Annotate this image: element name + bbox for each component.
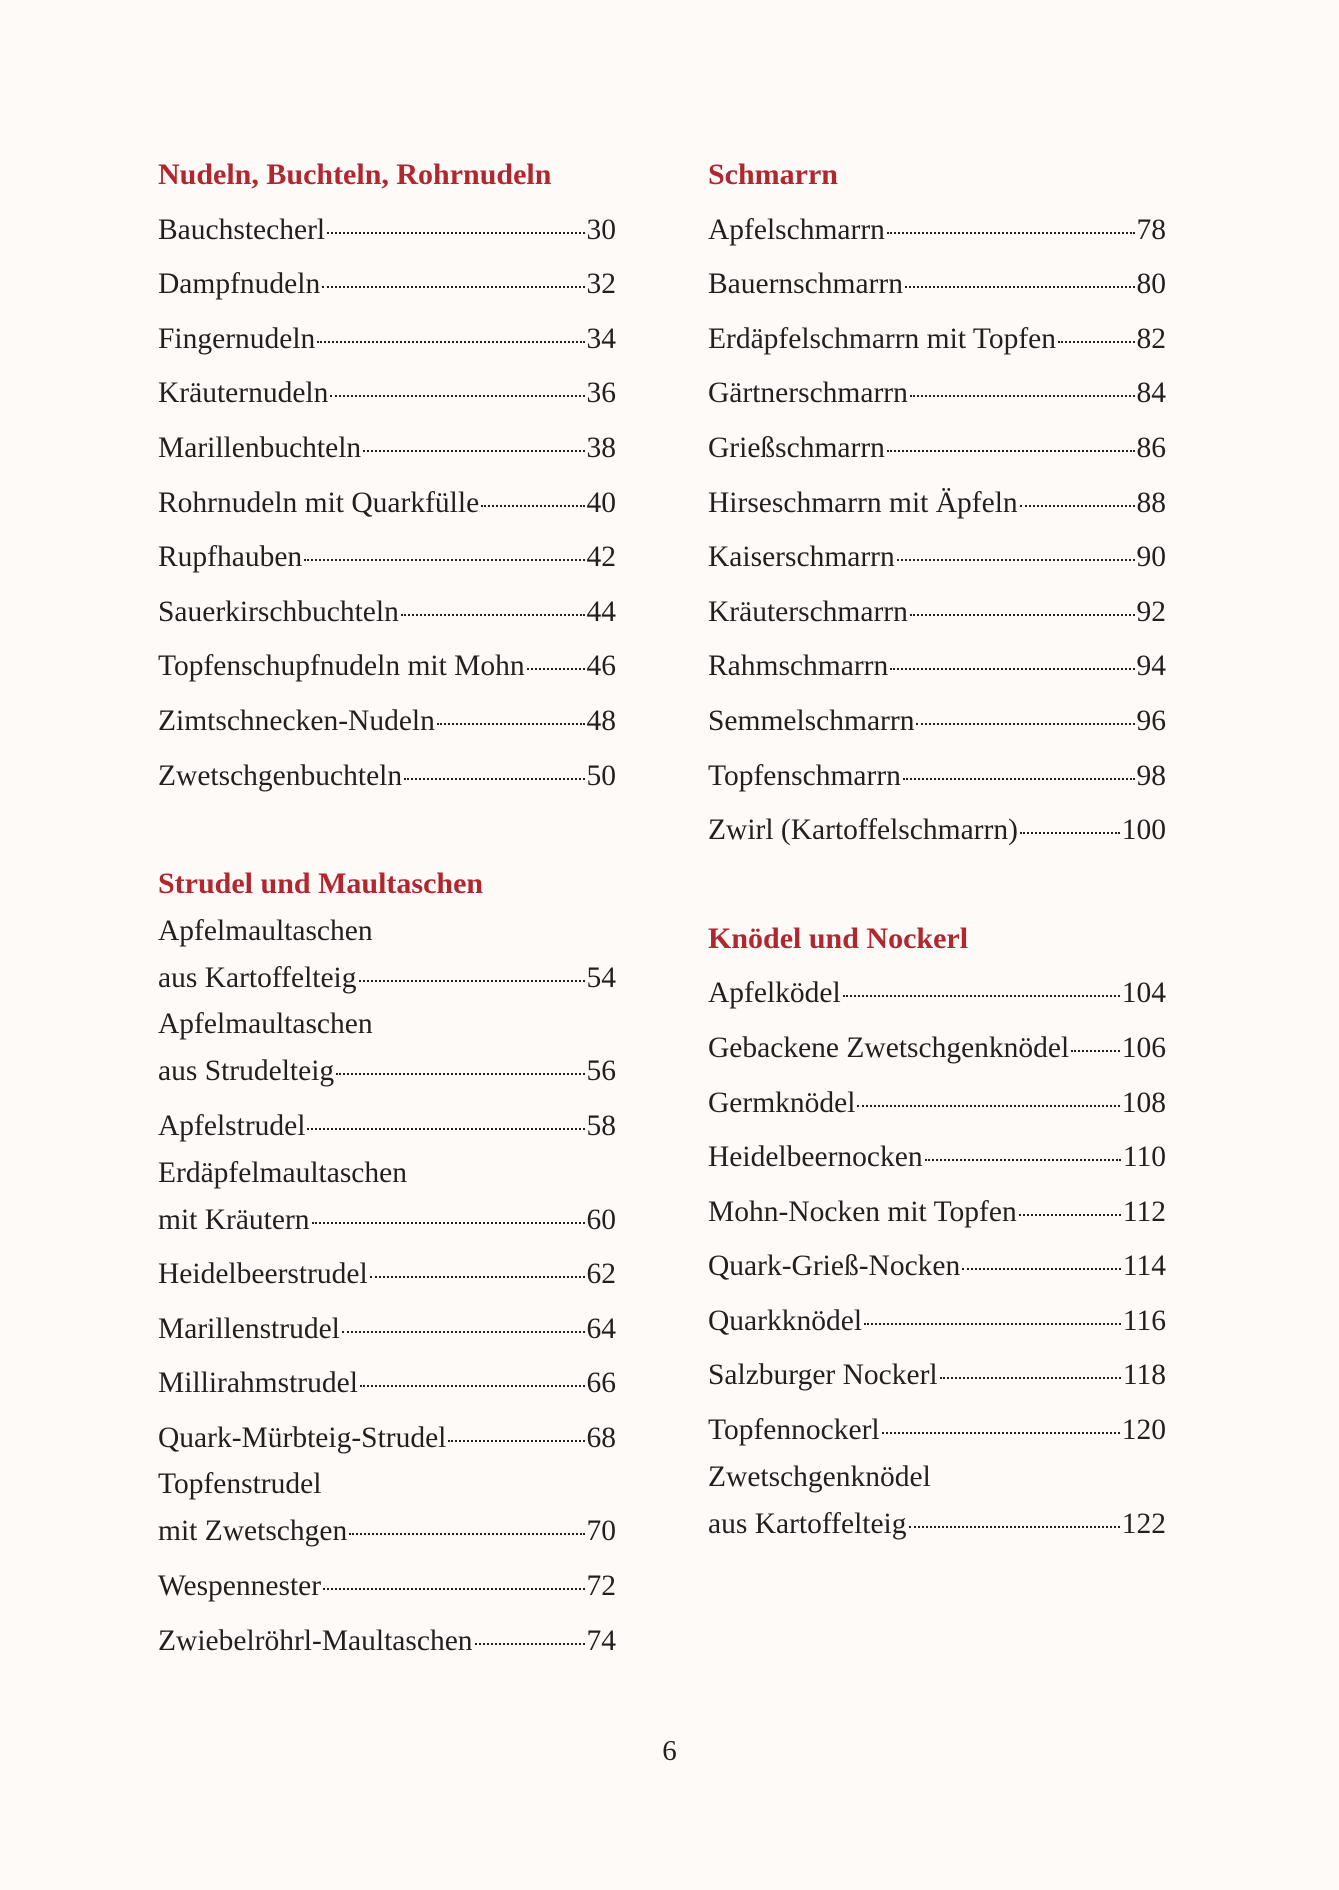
entry-row bbox=[708, 312, 1166, 367]
entry-title: aus Kartoffelteig bbox=[708, 1507, 907, 1540]
entry-title: mit Zwetschgen bbox=[158, 1515, 348, 1548]
entry-page: 64 bbox=[586, 1312, 616, 1345]
entry-title: Zwetschgenbuchteln bbox=[158, 759, 403, 792]
dot-leader bbox=[1020, 832, 1120, 834]
entry-row bbox=[158, 476, 616, 531]
entry-page: 72 bbox=[586, 1570, 616, 1603]
section-heading: Knödel und Nockerl bbox=[708, 921, 969, 955]
dot-leader bbox=[363, 450, 584, 452]
entry-row bbox=[708, 1497, 1166, 1552]
entry-row bbox=[708, 639, 1166, 694]
toc-entry[interactable] bbox=[158, 1005, 616, 1099]
entry-row bbox=[158, 749, 616, 804]
toc-entry[interactable] bbox=[158, 1247, 616, 1302]
toc-section bbox=[158, 148, 616, 803]
entry-page: 122 bbox=[1121, 1507, 1166, 1540]
entry-page: 62 bbox=[586, 1258, 616, 1291]
toc-entry[interactable] bbox=[158, 1614, 616, 1669]
entry-page: 40 bbox=[586, 486, 616, 519]
entry-page: 54 bbox=[586, 961, 616, 994]
entry-title: Topfenschupfnudeln mit Mohn bbox=[158, 650, 525, 683]
toc-column-left bbox=[158, 148, 616, 1722]
toc-entry[interactable] bbox=[708, 530, 1166, 585]
entry-title: Bauchstecherl bbox=[158, 213, 326, 246]
dot-leader bbox=[887, 232, 1135, 234]
entry-title: Sauerkirschbuchteln bbox=[158, 595, 399, 628]
toc-entry[interactable] bbox=[158, 1411, 616, 1466]
entry-row bbox=[708, 421, 1166, 476]
entry-title: Rupfhauben bbox=[158, 541, 303, 574]
entry-title: aus Strudelteig bbox=[158, 1055, 335, 1088]
dot-leader bbox=[887, 450, 1135, 452]
dot-leader bbox=[370, 1276, 585, 1278]
entry-page: 90 bbox=[1136, 541, 1166, 574]
dot-leader bbox=[304, 559, 584, 561]
entry-title: Quark-Mürbteig-Strudel bbox=[158, 1421, 447, 1454]
entry-row bbox=[708, 476, 1166, 531]
entry-row bbox=[708, 1021, 1166, 1076]
entry-page: 80 bbox=[1136, 268, 1166, 301]
entry-title: Gebackene Zwetschgenknödel bbox=[708, 1031, 1070, 1064]
entry-row bbox=[158, 366, 616, 421]
entry-title: Grießschmarrn bbox=[708, 431, 885, 464]
entry-page: 86 bbox=[1136, 431, 1166, 464]
entry-page: 96 bbox=[1136, 704, 1166, 737]
entry-row bbox=[708, 1294, 1166, 1349]
dot-leader bbox=[882, 1432, 1120, 1434]
toc-section bbox=[708, 912, 1166, 1552]
entry-row bbox=[708, 585, 1166, 640]
entry-row bbox=[158, 1614, 616, 1669]
toc-entry[interactable] bbox=[158, 421, 616, 476]
dot-leader bbox=[910, 395, 1135, 397]
dot-leader bbox=[1019, 1214, 1121, 1216]
dot-leader bbox=[909, 1526, 1120, 1528]
dot-leader bbox=[475, 1643, 585, 1645]
entry-title: Fingernudeln bbox=[158, 322, 316, 355]
dot-leader bbox=[857, 1105, 1119, 1107]
toc-entry[interactable] bbox=[708, 366, 1166, 421]
entry-title: Bauernschmarrn bbox=[708, 268, 903, 301]
entry-row bbox=[708, 366, 1166, 421]
entry-row bbox=[158, 312, 616, 367]
toc-entry[interactable] bbox=[708, 1403, 1166, 1458]
toc-entry[interactable] bbox=[158, 366, 616, 421]
entry-row bbox=[708, 1130, 1166, 1185]
section-heading: Nudeln, Buchteln, Rohrnudeln bbox=[158, 158, 552, 191]
entry-title: Apfelschmarrn bbox=[708, 213, 885, 246]
entry-page: 32 bbox=[586, 268, 616, 301]
entry-page: 66 bbox=[586, 1367, 616, 1400]
toc-entry[interactable] bbox=[158, 1302, 616, 1357]
entry-title: Topfenschmarrn bbox=[708, 759, 901, 792]
entry-row bbox=[158, 1356, 616, 1411]
entry-page: 82 bbox=[1136, 322, 1166, 355]
dot-leader bbox=[843, 995, 1120, 997]
entry-row bbox=[708, 694, 1166, 749]
entry-row bbox=[708, 1076, 1166, 1131]
toc-entry[interactable] bbox=[708, 694, 1166, 749]
toc-entry[interactable] bbox=[158, 530, 616, 585]
entry-title: Salzburger Nockerl bbox=[708, 1359, 938, 1392]
dot-leader bbox=[910, 614, 1135, 616]
toc-entry[interactable] bbox=[158, 749, 616, 804]
entry-row bbox=[158, 694, 616, 749]
toc-entry[interactable] bbox=[708, 585, 1166, 640]
entry-page: 78 bbox=[1136, 213, 1166, 246]
toc-entry[interactable] bbox=[708, 966, 1166, 1021]
entry-row bbox=[708, 203, 1166, 258]
entry-title: Marillenbuchteln bbox=[158, 431, 362, 464]
entry-title: Zwiebelröhrl-Maultaschen bbox=[158, 1624, 473, 1657]
entry-page: 58 bbox=[586, 1109, 616, 1142]
entry-title: Rahmschmarrn bbox=[708, 650, 889, 683]
dot-leader bbox=[404, 778, 584, 780]
entry-title: Apfelstrudel bbox=[158, 1109, 306, 1142]
toc-entry[interactable] bbox=[708, 1239, 1166, 1294]
dot-leader bbox=[322, 286, 584, 288]
entry-row bbox=[158, 257, 616, 312]
dot-leader bbox=[307, 1128, 584, 1130]
section-heading: Schmarrn bbox=[708, 158, 838, 191]
entry-page: 116 bbox=[1122, 1304, 1166, 1337]
toc-entry[interactable] bbox=[708, 749, 1166, 804]
toc-entry[interactable] bbox=[708, 803, 1166, 858]
dot-leader bbox=[401, 614, 585, 616]
entry-row bbox=[158, 203, 616, 258]
entry-title: Hirseschmarrn mit Äpfeln bbox=[708, 486, 1018, 519]
dot-leader bbox=[349, 1533, 584, 1535]
dot-leader bbox=[903, 778, 1135, 780]
entry-title: Millirahmstrudel bbox=[158, 1367, 358, 1400]
entry-title: mit Kräutern bbox=[158, 1203, 310, 1236]
entry-page: 36 bbox=[586, 377, 616, 410]
toc-section bbox=[708, 148, 1166, 858]
entry-row bbox=[158, 421, 616, 476]
entry-row bbox=[708, 530, 1166, 585]
entry-title: Erdäpfelschmarrn mit Topfen bbox=[708, 322, 1056, 355]
entry-title: Rohrnudeln mit Quarkfülle bbox=[158, 486, 480, 519]
entry-row bbox=[708, 966, 1166, 1021]
entry-page: 104 bbox=[1121, 977, 1166, 1010]
entry-row bbox=[708, 1239, 1166, 1294]
entry-title-line1: Erdäpfelmaultaschen bbox=[158, 1156, 407, 1189]
dot-leader bbox=[916, 723, 1134, 725]
dot-leader bbox=[864, 1323, 1121, 1325]
entry-page: 84 bbox=[1136, 377, 1166, 410]
toc-entry[interactable] bbox=[158, 1465, 616, 1559]
entry-title: Heidelbeerstrudel bbox=[158, 1258, 368, 1291]
entry-row bbox=[158, 1411, 616, 1466]
entry-row bbox=[708, 257, 1166, 312]
entry-page: 118 bbox=[1122, 1359, 1166, 1392]
page-number: 6 bbox=[662, 1735, 677, 1767]
dot-leader bbox=[481, 505, 584, 507]
entry-row bbox=[158, 1193, 616, 1248]
entry-row bbox=[158, 639, 616, 694]
dot-leader bbox=[448, 1440, 584, 1442]
entry-title-line1: Apfelmaultaschen bbox=[158, 1008, 373, 1041]
entry-row bbox=[158, 1099, 616, 1154]
toc-column-right bbox=[708, 148, 1166, 1605]
dot-leader bbox=[890, 668, 1134, 670]
entry-row bbox=[158, 1504, 616, 1559]
entry-title: Kräuternudeln bbox=[158, 377, 329, 410]
entry-title: Germknödel bbox=[708, 1086, 856, 1119]
entry-page: 46 bbox=[586, 650, 616, 683]
dot-leader bbox=[312, 1222, 585, 1224]
toc-entry[interactable] bbox=[708, 421, 1166, 476]
entry-page: 110 bbox=[1122, 1141, 1166, 1174]
entry-title-line1: Zwetschgenknödel bbox=[708, 1460, 931, 1493]
toc-entry[interactable] bbox=[158, 639, 616, 694]
entry-title-line1: Apfelmaultaschen bbox=[158, 914, 373, 947]
toc-entry[interactable] bbox=[708, 1076, 1166, 1131]
toc-entry[interactable] bbox=[708, 1021, 1166, 1076]
toc-entry[interactable] bbox=[158, 1099, 616, 1154]
entry-page: 48 bbox=[586, 704, 616, 737]
entry-page: 92 bbox=[1136, 595, 1166, 628]
entry-row bbox=[708, 1348, 1166, 1403]
entry-page: 60 bbox=[586, 1203, 616, 1236]
entry-page: 38 bbox=[586, 431, 616, 464]
dot-leader bbox=[940, 1377, 1121, 1379]
entry-row bbox=[708, 1403, 1166, 1458]
dot-leader bbox=[1058, 341, 1135, 343]
entry-title: Marillenstrudel bbox=[158, 1312, 340, 1345]
entry-row bbox=[158, 1044, 616, 1099]
entry-row bbox=[708, 1185, 1166, 1240]
dot-leader bbox=[1071, 1050, 1120, 1052]
dot-leader bbox=[330, 395, 584, 397]
toc-entry[interactable] bbox=[708, 1458, 1166, 1552]
entry-page: 74 bbox=[586, 1624, 616, 1657]
entry-row bbox=[158, 1302, 616, 1357]
toc-entry[interactable] bbox=[158, 1154, 616, 1248]
dot-leader bbox=[897, 559, 1135, 561]
entry-page: 34 bbox=[586, 322, 616, 355]
entry-row bbox=[158, 585, 616, 640]
entry-page: 120 bbox=[1121, 1414, 1166, 1447]
dot-leader bbox=[962, 1268, 1121, 1270]
dot-leader bbox=[342, 1331, 585, 1333]
dot-leader bbox=[437, 723, 585, 725]
entry-title: Dampfnudeln bbox=[158, 268, 321, 301]
toc-entry[interactable] bbox=[158, 694, 616, 749]
dot-leader bbox=[925, 1159, 1121, 1161]
entry-row bbox=[708, 803, 1166, 858]
entry-page: 50 bbox=[586, 759, 616, 792]
entry-page: 106 bbox=[1121, 1031, 1166, 1064]
entry-page: 108 bbox=[1121, 1086, 1166, 1119]
entry-page: 68 bbox=[586, 1421, 616, 1454]
entry-page: 88 bbox=[1136, 486, 1166, 519]
entry-row bbox=[158, 951, 616, 1006]
toc-section bbox=[158, 857, 616, 1668]
entry-title: Mohn-Nocken mit Topfen bbox=[708, 1195, 1017, 1228]
entry-title: Topfennockerl bbox=[708, 1414, 880, 1447]
dot-leader bbox=[1020, 505, 1135, 507]
dot-leader bbox=[360, 1385, 585, 1387]
toc-entry[interactable] bbox=[158, 203, 616, 258]
entry-title: Wespennester bbox=[158, 1570, 322, 1603]
toc-entry[interactable] bbox=[708, 203, 1166, 258]
toc-entry[interactable] bbox=[158, 1559, 616, 1614]
entry-page: 112 bbox=[1122, 1195, 1166, 1228]
toc-entry[interactable] bbox=[708, 1130, 1166, 1185]
entry-page: 98 bbox=[1136, 759, 1166, 792]
entry-title: Apfelködel bbox=[708, 977, 841, 1010]
entry-page: 42 bbox=[586, 541, 616, 574]
dot-leader bbox=[323, 1588, 584, 1590]
dot-leader bbox=[359, 980, 585, 982]
section-heading: Strudel und Maultaschen bbox=[158, 867, 484, 901]
entry-title-line1: Topfenstrudel bbox=[158, 1468, 322, 1501]
entry-row bbox=[158, 1247, 616, 1302]
dot-leader bbox=[336, 1073, 584, 1075]
toc-entry[interactable] bbox=[158, 1356, 616, 1411]
toc-entry[interactable] bbox=[708, 1294, 1166, 1349]
toc-entry[interactable] bbox=[158, 257, 616, 312]
entry-page: 100 bbox=[1121, 814, 1166, 847]
toc-entry[interactable] bbox=[708, 1185, 1166, 1240]
entry-page: 56 bbox=[586, 1055, 616, 1088]
entry-title: Quarkknödel bbox=[708, 1304, 863, 1337]
toc-entry[interactable] bbox=[158, 476, 616, 531]
entry-page: 94 bbox=[1136, 650, 1166, 683]
entry-page: 114 bbox=[1122, 1250, 1166, 1283]
entry-title: Semmelschmarrn bbox=[708, 704, 915, 737]
entry-title: Zwirl (Kartoffelschmarrn) bbox=[708, 814, 1018, 847]
toc-entry[interactable] bbox=[158, 585, 616, 640]
toc-entry[interactable] bbox=[708, 257, 1166, 312]
dot-leader bbox=[527, 668, 585, 670]
entry-page: 70 bbox=[586, 1515, 616, 1548]
toc-entry[interactable] bbox=[708, 476, 1166, 531]
entry-title: Quark-Grieß-Nocken bbox=[708, 1250, 961, 1283]
toc-entry[interactable] bbox=[708, 1348, 1166, 1403]
entry-row bbox=[158, 1559, 616, 1614]
entry-title: Kaiserschmarrn bbox=[708, 541, 895, 574]
entry-title: Zimtschnecken-Nudeln bbox=[158, 704, 435, 737]
entry-page: 30 bbox=[586, 213, 616, 246]
entry-title: Gärtnerschmarrn bbox=[708, 377, 908, 410]
dot-leader bbox=[327, 232, 584, 234]
entry-title: Heidelbeernocken bbox=[708, 1141, 923, 1174]
toc-entry[interactable] bbox=[708, 312, 1166, 367]
dot-leader bbox=[905, 286, 1135, 288]
entry-row bbox=[708, 749, 1166, 804]
entry-title: aus Kartoffelteig bbox=[158, 961, 357, 994]
entry-row bbox=[158, 530, 616, 585]
toc-entry[interactable] bbox=[708, 639, 1166, 694]
entry-title: Kräuterschmarrn bbox=[708, 595, 908, 628]
dot-leader bbox=[317, 341, 584, 343]
toc-entry[interactable] bbox=[158, 312, 616, 367]
entry-page: 44 bbox=[586, 595, 616, 628]
toc-entry[interactable] bbox=[158, 912, 616, 1006]
